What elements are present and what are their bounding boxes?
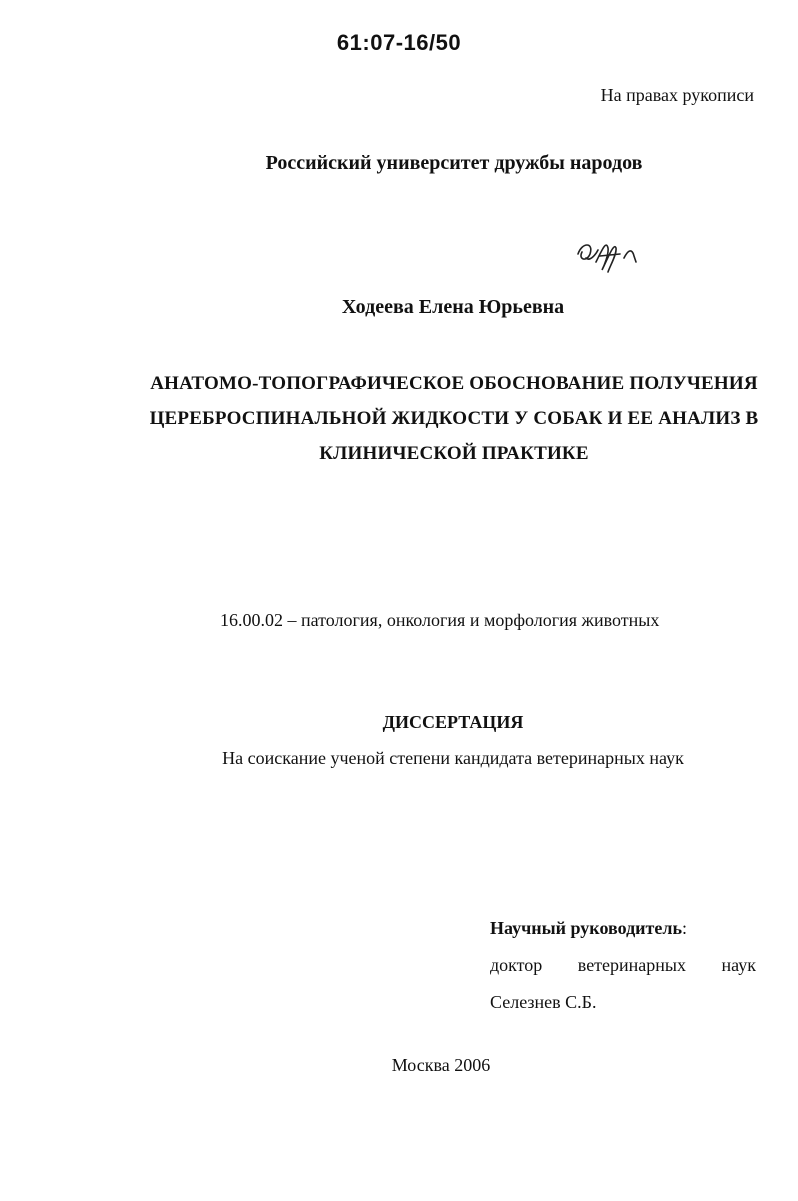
- supervisor-title: [490, 955, 756, 976]
- title-line: КЛИНИЧЕСКОЙ ПРАКТИКЕ: [319, 443, 589, 464]
- title-line: АНАТОМО-ТОПОГРАФИЧЕСКОЕ ОБОСНОВАНИЕ ПОЛУЧЕНИЯ: [150, 373, 758, 394]
- supervisor-name: Селезнев С.Б.: [490, 992, 597, 1012]
- handwritten-signature-icon: [572, 232, 652, 276]
- supervisor-title-word: ветеринарных: [577, 955, 687, 975]
- archive-code: 61:07-16/50: [336, 30, 462, 55]
- place-year: Москва 2006: [391, 1055, 491, 1075]
- university-name: Российский университет дружбы народов: [265, 152, 643, 174]
- rights-note: На правах рукописи: [600, 85, 754, 105]
- supervisor-title-word: доктор: [490, 955, 543, 975]
- title-line: ЦЕРЕБРОСПИНАЛЬНОЙ ЖИДКОСТИ У СОБАК И ЕЕ АНАЛИЗ В: [149, 408, 759, 429]
- document-type: ДИССЕРТАЦИЯ: [382, 712, 524, 732]
- supervisor-label: [490, 918, 687, 939]
- supervisor-label-colon: :: [682, 918, 688, 938]
- dissertation-title: [140, 366, 768, 471]
- author-name: Ходеева Елена Юрьевна: [341, 296, 565, 318]
- specialty-code: 16.00.02 – патология, онкология и морфология животных: [220, 610, 660, 630]
- supervisor-title-word: наук: [721, 955, 756, 975]
- supervisor-label-text: Научный руководитель: [490, 918, 682, 938]
- degree-statement: На соискание ученой степени кандидата ветеринарных наук: [222, 748, 684, 768]
